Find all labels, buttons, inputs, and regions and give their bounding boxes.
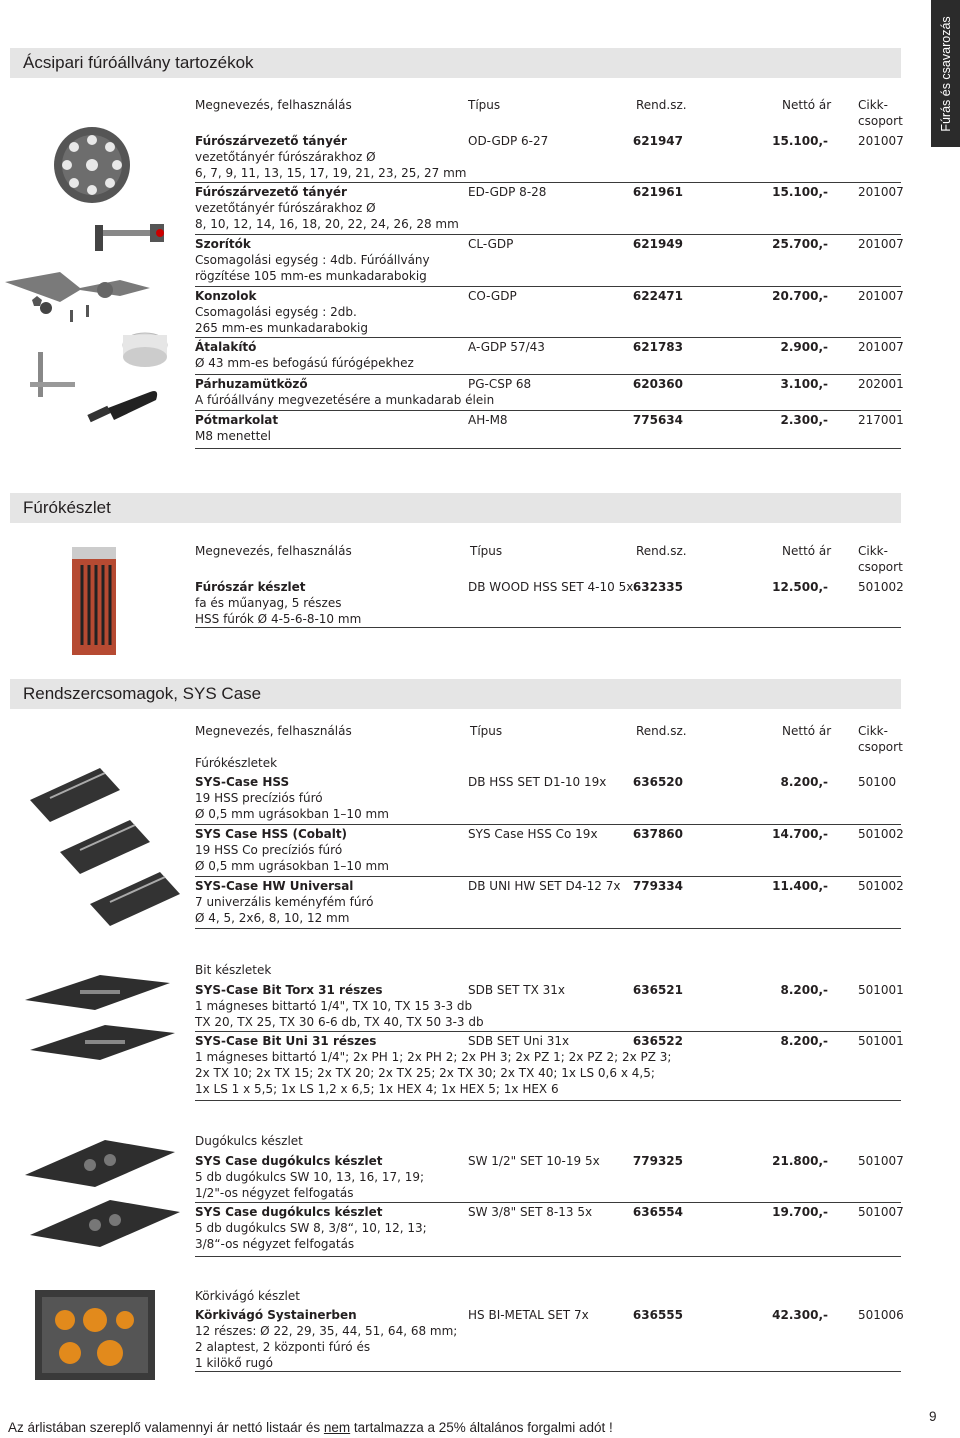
product-description-line: 1 mágneses bittartó 1/4", TX 10, TX 15 3-3 db — [195, 999, 473, 1013]
product-description-line: vezetőtányér fúrószárakhoz Ø — [195, 201, 376, 215]
product-description-line: 2x TX 10; 2x TX 15; 2x TX 20; 2x TX 25; 2x TX 30; 2x TX 40; 1x LS 0,6 x 4,5; — [195, 1066, 655, 1080]
product-net-price: 2.900,- — [780, 340, 828, 354]
product-description-line: 1/2"-os négyzet felfogatás — [195, 1186, 354, 1200]
socket-set-cases-image — [20, 1130, 185, 1270]
drill-bit-set-image — [70, 545, 118, 657]
product-net-price: 12.500,- — [772, 580, 828, 594]
row-divider — [195, 448, 901, 449]
product-type: SDB SET TX 31x — [468, 983, 565, 997]
product-description-line: HSS fúrók Ø 4-5-6-8-10 mm — [195, 612, 362, 626]
product-type: SDB SET Uni 31x — [468, 1034, 570, 1048]
product-type: OD-GDP 6-27 — [468, 134, 549, 148]
product-net-price: 3.100,- — [780, 377, 828, 391]
product-description-line: Ø 0,5 mm ugrásokban 1–10 mm — [195, 807, 389, 821]
product-description-line: Ø 43 mm-es befogású fúrógépekhez — [195, 356, 414, 370]
product-description-line: 1 kilökő rugó — [195, 1356, 274, 1370]
header-cat-2: csoport — [858, 740, 903, 754]
product-type: SYS Case HSS Co 19x — [468, 827, 598, 841]
product-description-line: 5 db dugókulcs SW 10, 13, 16, 17, 19; — [195, 1170, 425, 1184]
section-title: Rendszercsomagok, SYS Case — [23, 684, 262, 703]
product-description-line: 7 univerzális keményfém fúró — [195, 895, 374, 909]
product-net-price: 8.200,- — [780, 983, 828, 997]
product-category: 50100 — [858, 775, 897, 789]
product-description-line: rögzítése 105 mm-es munkadarabokig — [195, 269, 427, 283]
product-order-number: 637860 — [632, 827, 683, 841]
row-divider — [195, 234, 901, 235]
header-price: Nettó ár — [782, 544, 832, 558]
product-description-line: M8 menettel — [195, 429, 271, 443]
header-type: Típus — [470, 724, 503, 738]
product-name: SYS Case dugókulcs készlet — [195, 1154, 383, 1168]
header-name: Megnevezés, felhasználás — [195, 544, 352, 558]
header-name: Megnevezés, felhasználás — [195, 98, 352, 112]
product-description-line: TX 20, TX 25, TX 30 6-6 db, TX 40, TX 50 3-3 db — [195, 1015, 484, 1029]
product-net-price: 19.700,- — [772, 1205, 828, 1219]
product-order-number: 620360 — [632, 377, 683, 391]
chapter-side-tab — [931, 0, 960, 147]
product-category: 501002 — [858, 879, 904, 893]
product-type: DB WOOD HSS SET 4-10 5x — [468, 580, 634, 594]
product-order-number: 636555 — [632, 1308, 683, 1322]
row-divider — [195, 1100, 901, 1101]
header-ordno: Rend.sz. — [636, 98, 687, 112]
header-cat: Cikk- — [858, 544, 888, 558]
header-price: Nettó ár — [782, 724, 832, 738]
product-description-line: 19 HSS Co precíziós fúró — [195, 843, 343, 857]
product-type: PG-CSP 68 — [468, 377, 532, 391]
product-name: SYS-Case Bit Uni 31 részes — [195, 1034, 377, 1048]
product-description-line: 8, 10, 12, 14, 16, 18, 20, 22, 24, 26, 28 mm — [195, 217, 459, 231]
product-name: Fúrószárvezető tányér — [195, 134, 347, 148]
product-description-line: 1x LS 1 x 5,5; 1x LS 1,2 x 6,5; 1x HEX 4; 1x HEX 5; 1x HEX 6 — [195, 1082, 559, 1096]
product-type: ED-GDP 8-28 — [468, 185, 547, 199]
product-description-line: 1 mágneses bittartó 1/4"; 2x PH 1; 2x PH 2; 2x PH 3; 2x PZ 1; 2x PZ 2; 2x PZ 3; — [195, 1050, 672, 1064]
section-bar-1 — [10, 48, 901, 78]
product-order-number: 636520 — [632, 775, 683, 789]
header-cat-2: csoport — [858, 114, 903, 128]
product-net-price: 15.100,- — [772, 185, 828, 199]
product-name: SYS Case dugókulcs készlet — [195, 1205, 383, 1219]
product-type: DB HSS SET D1-10 19x — [468, 775, 607, 789]
product-name: Szorítók — [195, 237, 251, 251]
product-category: 501001 — [858, 1034, 904, 1048]
product-description-line: fa és műanyag, 5 részes — [195, 596, 342, 610]
product-order-number: 636521 — [632, 983, 683, 997]
product-order-number: 632335 — [632, 580, 683, 594]
product-type: A-GDP 57/43 — [468, 340, 545, 354]
product-description-line: Csomagolási egység : 4db. Fúróállvány — [195, 253, 430, 267]
product-description-line: Ø 4, 5, 2x6, 8, 10, 12 mm — [195, 911, 350, 925]
product-order-number: 636522 — [632, 1034, 683, 1048]
footer-text-emph: nem — [323, 1420, 351, 1435]
product-description-line: 3/8“-os négyzet felfogatás — [195, 1237, 355, 1251]
hole-saw-systainer-image — [30, 1285, 160, 1385]
product-name: Fúrószár készlet — [195, 580, 306, 594]
row-divider — [195, 1031, 901, 1032]
product-order-number: 621947 — [632, 134, 683, 148]
product-description-line: 6, 7, 9, 11, 13, 15, 17, 19, 21, 23, 25, 27 mm — [195, 166, 467, 180]
bit-set-cases-image — [20, 965, 185, 1085]
row-divider — [195, 286, 901, 287]
product-name: Konzolok — [195, 289, 257, 303]
product-net-price: 2.300,- — [780, 413, 828, 427]
product-order-number: 621961 — [632, 185, 683, 199]
product-net-price: 8.200,- — [780, 1034, 828, 1048]
header-type: Típus — [470, 544, 503, 558]
row-divider — [195, 374, 901, 375]
product-order-number: 622471 — [632, 289, 683, 303]
header-cat-2: csoport — [858, 560, 903, 574]
product-description-line: Csomagolási egység : 2db. — [195, 305, 357, 319]
section-title: Fúrókészlet — [23, 498, 111, 517]
product-order-number: 779334 — [632, 879, 683, 893]
product-net-price: 15.100,- — [772, 134, 828, 148]
row-divider — [195, 824, 901, 825]
section-bar-2 — [10, 493, 901, 523]
sys-case-drill-sets-image — [20, 760, 190, 940]
section-bar-3 — [10, 679, 901, 709]
header-type: Típus — [468, 98, 501, 112]
row-divider — [195, 876, 901, 877]
product-description-line: 19 HSS precíziós fúró — [195, 791, 323, 805]
product-net-price: 8.200,- — [780, 775, 828, 789]
product-name: Fúrószárvezető tányér — [195, 185, 347, 199]
header-ordno: Rend.sz. — [636, 544, 687, 558]
product-order-number: 621783 — [632, 340, 683, 354]
product-description-line: 265 mm-es munkadarabokig — [195, 321, 368, 335]
product-name: Átalakító — [195, 340, 257, 354]
header-ordno: Rend.sz. — [636, 724, 687, 738]
product-type: SW 1/2" SET 10-19 5x — [468, 1154, 600, 1168]
product-category: 501002 — [858, 827, 904, 841]
product-category: 501007 — [858, 1154, 904, 1168]
product-net-price: 42.300,- — [772, 1308, 828, 1322]
header-name: Megnevezés, felhasználás — [195, 724, 352, 738]
product-net-price: 25.700,- — [772, 237, 828, 251]
product-net-price: 20.700,- — [772, 289, 828, 303]
product-name: SYS-Case HSS — [195, 775, 290, 789]
product-description-line: 12 részes: Ø 22, 29, 35, 44, 51, 64, 68 mm; — [195, 1324, 458, 1338]
product-type: HS BI-METAL SET 7x — [468, 1308, 589, 1322]
product-category: 501002 — [858, 580, 904, 594]
row-divider — [195, 1371, 901, 1372]
product-name: Körkivágó Systainerben — [195, 1308, 357, 1322]
header-cat: Cikk- — [858, 724, 888, 738]
chapter-side-tab-label: Fúrás és csavarozás — [938, 15, 953, 132]
product-type: DB UNI HW SET D4-12 7x — [468, 879, 621, 893]
group-label: Körkivágó készlet — [195, 1289, 300, 1303]
product-category: 501001 — [858, 983, 904, 997]
header-price: Nettó ár — [782, 98, 832, 112]
product-order-number: 636554 — [632, 1205, 683, 1219]
group-label: Fúrókészletek — [195, 756, 278, 770]
product-type: CO-GDP — [468, 289, 517, 303]
product-name: SYS Case HSS (Cobalt) — [195, 827, 348, 841]
drill-stand-accessories-image — [0, 120, 195, 450]
row-divider — [195, 1202, 901, 1203]
header-cat: Cikk- — [858, 98, 888, 112]
product-type: AH-M8 — [468, 413, 508, 427]
product-type: CL-GDP — [468, 237, 514, 251]
product-description-line: vezetőtányér fúrószárakhoz Ø — [195, 150, 376, 164]
row-divider — [195, 627, 901, 628]
product-description-line: 2 alaptest, 2 központi fúró és — [195, 1340, 371, 1354]
page-number: 9 — [929, 1409, 937, 1424]
product-category: 202001 — [858, 377, 904, 391]
product-description-line: 5 db dugókulcs SW 8, 3/8“, 10, 12, 13; — [195, 1221, 427, 1235]
product-category: 501007 — [858, 1205, 904, 1219]
product-category: 201007 — [858, 237, 904, 251]
row-divider — [195, 410, 901, 411]
footer-text-pre: Az árlistában szereplő valamennyi ár nettó listaár és — [8, 1420, 324, 1435]
product-name: Párhuzamütköző — [195, 377, 308, 391]
row-divider — [195, 1256, 901, 1257]
row-divider — [195, 182, 901, 183]
product-order-number: 779325 — [632, 1154, 683, 1168]
product-category: 217001 — [858, 413, 904, 427]
product-category: 201007 — [858, 185, 904, 199]
product-net-price: 14.700,- — [772, 827, 828, 841]
row-divider — [195, 337, 901, 338]
product-name: Pótmarkolat — [195, 413, 279, 427]
footer-text-post: tartalmazza a 25% általános forgalmi adót ! — [350, 1420, 613, 1435]
product-category: 201007 — [858, 289, 904, 303]
product-description-line: Ø 0,5 mm ugrásokban 1–10 mm — [195, 859, 389, 873]
product-name: SYS-Case Bit Torx 31 részes — [195, 983, 383, 997]
product-net-price: 11.400,- — [772, 879, 828, 893]
group-label: Dugókulcs készlet — [195, 1134, 303, 1148]
product-category: 201007 — [858, 134, 904, 148]
product-net-price: 21.800,- — [772, 1154, 828, 1168]
product-category: 501006 — [858, 1308, 904, 1322]
group-label: Bit készletek — [195, 963, 272, 977]
product-name: SYS-Case HW Universal — [195, 879, 354, 893]
product-type: SW 3/8" SET 8-13 5x — [468, 1205, 593, 1219]
product-order-number: 621949 — [632, 237, 683, 251]
product-order-number: 775634 — [632, 413, 683, 427]
product-description-line: A fúróállvány megvezetésére a munkadarab élein — [195, 393, 495, 407]
product-category: 201007 — [858, 340, 904, 354]
footer-vat-note — [8, 1420, 613, 1435]
section-title: Ácsipari fúróállvány tartozékok — [23, 53, 254, 72]
row-divider — [195, 928, 901, 929]
